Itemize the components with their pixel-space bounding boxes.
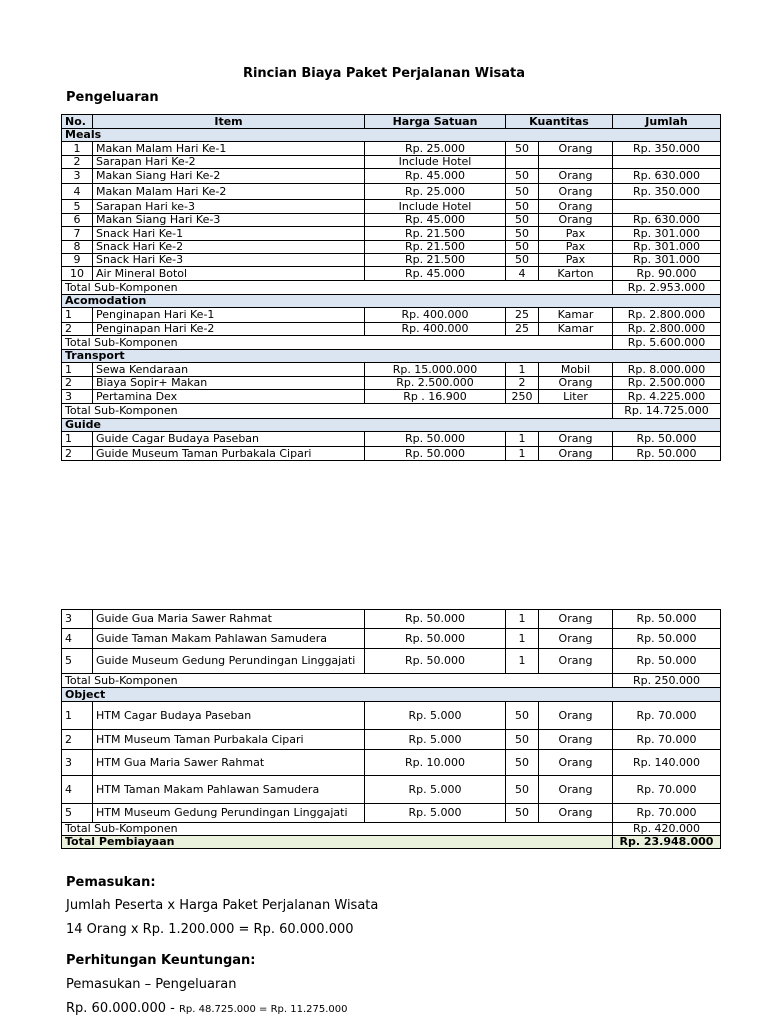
table-header-row (62, 115, 721, 129)
category-row (62, 129, 721, 142)
table-row (62, 629, 721, 649)
quantity: 50 (506, 227, 539, 241)
row-total: Rp. 140.000 (613, 750, 721, 776)
table-row (62, 142, 721, 156)
unit-price: Rp. 2.500.000 (365, 377, 506, 390)
quantity: 50 (506, 241, 539, 254)
subtotal-label: Total Sub-Komponen (62, 823, 613, 836)
table-row (62, 241, 721, 254)
row-total: Rp. 50.000 (613, 447, 721, 461)
subtotal-label: Total Sub-Komponen (62, 281, 613, 295)
item-name: Guide Gua Maria Sawer Rahmat (93, 610, 365, 629)
table-row (62, 200, 721, 214)
quantity: 1 (506, 432, 539, 447)
row-number: 1 (62, 308, 93, 323)
unit-price: Rp. 10.000 (365, 750, 506, 776)
row-number: 5 (62, 200, 93, 214)
row-total: Rp. 70.000 (613, 702, 721, 730)
subtotal-row (62, 674, 721, 688)
unit-price: Rp. 50.000 (365, 649, 506, 674)
keuntungan-calc-part1: Rp. 60.000.000 - (66, 1001, 179, 1016)
grand-total-row (62, 836, 721, 849)
quantity: 25 (506, 323, 539, 336)
row-total: Rp. 50.000 (613, 610, 721, 629)
row-number: 3 (62, 610, 93, 629)
item-name: HTM Gua Maria Sawer Rahmat (93, 750, 365, 776)
keuntungan-calculation (66, 1001, 348, 1016)
keuntungan-calc-part2: Rp. 48.725.000 = Rp. 11.275.000 (178, 1004, 348, 1015)
table-row (62, 432, 721, 447)
item-name: Guide Museum Gedung Perundingan Linggajati (93, 649, 365, 674)
item-name: Sewa Kendaraan (93, 363, 365, 377)
item-name: Snack Hari Ke-2 (93, 241, 365, 254)
row-number: 1 (62, 142, 93, 156)
item-name: Makan Malam Hari Ke-2 (93, 184, 365, 200)
row-total: Rp. 301.000 (613, 241, 721, 254)
unit-price: Rp. 21.500 (365, 227, 506, 241)
row-total: Rp. 2.500.000 (613, 377, 721, 390)
subtotal-row (62, 281, 721, 295)
row-total: Rp. 90.000 (613, 267, 721, 281)
quantity-unit: Orang (539, 750, 613, 776)
item-name: Makan Malam Hari Ke-1 (93, 142, 365, 156)
quantity-unit: Karton (539, 267, 613, 281)
quantity (506, 156, 539, 169)
quantity-unit: Orang (539, 649, 613, 674)
row-total: Rp. 630.000 (613, 169, 721, 184)
row-number: 6 (62, 214, 93, 227)
quantity: 1 (506, 363, 539, 377)
row-number: 2 (62, 323, 93, 336)
unit-price: Rp. 5.000 (365, 776, 506, 804)
header-harga-satuan: Harga Satuan (365, 115, 506, 129)
quantity-unit: Pax (539, 227, 613, 241)
quantity-unit: Orang (539, 702, 613, 730)
subtotal-row (62, 404, 721, 419)
unit-price: Rp. 50.000 (365, 432, 506, 447)
category-label: Transport (62, 350, 721, 363)
quantity: 50 (506, 804, 539, 823)
quantity: 50 (506, 750, 539, 776)
item-name: Guide Museum Taman Purbakala Cipari (93, 447, 365, 461)
table-row (62, 363, 721, 377)
table-row (62, 308, 721, 323)
table-row (62, 702, 721, 730)
quantity: 50 (506, 200, 539, 214)
subtotal-label: Total Sub-Komponen (62, 336, 613, 350)
table-row (62, 254, 721, 267)
item-name: Snack Hari Ke-3 (93, 254, 365, 267)
row-number: 9 (62, 254, 93, 267)
row-number: 1 (62, 432, 93, 447)
row-number: 4 (62, 776, 93, 804)
quantity: 1 (506, 447, 539, 461)
table-row (62, 776, 721, 804)
quantity-unit: Orang (539, 377, 613, 390)
table-row (62, 184, 721, 200)
item-name: HTM Museum Gedung Perundingan Linggajati (93, 804, 365, 823)
subtotal-value: Rp. 2.953.000 (613, 281, 721, 295)
keuntungan-formula: Pemasukan – Pengeluaran (66, 977, 237, 992)
item-name: Sarapan Hari Ke-2 (93, 156, 365, 169)
row-number: 3 (62, 390, 93, 404)
quantity: 4 (506, 267, 539, 281)
quantity-unit: Kamar (539, 308, 613, 323)
unit-price: Rp. 50.000 (365, 610, 506, 629)
item-name: Guide Cagar Budaya Paseban (93, 432, 365, 447)
row-number: 7 (62, 227, 93, 241)
row-total: Rp. 350.000 (613, 142, 721, 156)
quantity-unit: Kamar (539, 323, 613, 336)
row-number: 1 (62, 702, 93, 730)
unit-price: Rp. 21.500 (365, 241, 506, 254)
quantity-unit: Orang (539, 610, 613, 629)
table-row (62, 169, 721, 184)
row-total: Rp. 70.000 (613, 776, 721, 804)
unit-price: Rp. 15.000.000 (365, 363, 506, 377)
table-row (62, 377, 721, 390)
quantity: 1 (506, 629, 539, 649)
unit-price: Rp. 45.000 (365, 214, 506, 227)
quantity-unit: Orang (539, 447, 613, 461)
quantity-unit: Orang (539, 184, 613, 200)
row-total: Rp. 50.000 (613, 629, 721, 649)
header-jumlah: Jumlah (613, 115, 721, 129)
category-row (62, 688, 721, 702)
subtotal-label: Total Sub-Komponen (62, 404, 613, 419)
category-label: Guide (62, 419, 721, 432)
header-kuantitas: Kuantitas (506, 115, 613, 129)
row-total: Rp. 70.000 (613, 804, 721, 823)
quantity-unit: Pax (539, 254, 613, 267)
keuntungan-heading: Perhitungan Keuntungan: (66, 953, 256, 968)
unit-price: Rp. 400.000 (365, 308, 506, 323)
row-total: Rp. 2.800.000 (613, 323, 721, 336)
row-total: Rp. 301.000 (613, 254, 721, 267)
subtotal-row (62, 336, 721, 350)
item-name: Guide Taman Makam Pahlawan Samudera (93, 629, 365, 649)
unit-price: Rp. 45.000 (365, 169, 506, 184)
row-number: 2 (62, 156, 93, 169)
quantity: 1 (506, 610, 539, 629)
quantity: 50 (506, 169, 539, 184)
quantity-unit: Orang (539, 629, 613, 649)
unit-price: Include Hotel (365, 200, 506, 214)
quantity: 2 (506, 377, 539, 390)
quantity-unit: Orang (539, 142, 613, 156)
quantity: 50 (506, 730, 539, 750)
row-total: Rp. 50.000 (613, 649, 721, 674)
item-name: Air Mineral Botol (93, 267, 365, 281)
document-title: Rincian Biaya Paket Perjalanan Wisata (242, 66, 526, 81)
row-total: Rp. 2.800.000 (613, 308, 721, 323)
quantity-unit: Orang (539, 214, 613, 227)
pemasukan-calculation: 14 Orang x Rp. 1.200.000 = Rp. 60.000.000 (66, 922, 354, 937)
unit-price: Rp. 21.500 (365, 254, 506, 267)
row-number: 3 (62, 750, 93, 776)
row-total (613, 200, 721, 214)
row-number: 4 (62, 184, 93, 200)
quantity: 25 (506, 308, 539, 323)
header-no: No. (62, 115, 93, 129)
expense-table-page2 (61, 609, 721, 849)
expense-table-page1 (61, 114, 721, 461)
header-item: Item (93, 115, 365, 129)
quantity-unit: Liter (539, 390, 613, 404)
table-row (62, 649, 721, 674)
quantity: 50 (506, 184, 539, 200)
category-label: Meals (62, 129, 721, 142)
item-name: HTM Taman Makam Pahlawan Samudera (93, 776, 365, 804)
quantity: 1 (506, 649, 539, 674)
pemasukan-heading: Pemasukan: (66, 875, 156, 890)
item-name: HTM Cagar Budaya Paseban (93, 702, 365, 730)
row-total (613, 156, 721, 169)
unit-price: Rp. 50.000 (365, 447, 506, 461)
quantity: 50 (506, 214, 539, 227)
unit-price: Rp. 45.000 (365, 267, 506, 281)
category-label: Object (62, 688, 721, 702)
table-row (62, 610, 721, 629)
row-number: 1 (62, 363, 93, 377)
row-total: Rp. 50.000 (613, 432, 721, 447)
category-row (62, 295, 721, 308)
quantity: 50 (506, 776, 539, 804)
row-total: Rp. 4.225.000 (613, 390, 721, 404)
item-name: Sarapan Hari ke-3 (93, 200, 365, 214)
row-total: Rp. 630.000 (613, 214, 721, 227)
row-number: 2 (62, 447, 93, 461)
unit-price: Rp. 25.000 (365, 142, 506, 156)
quantity-unit: Orang (539, 200, 613, 214)
unit-price: Rp. 50.000 (365, 629, 506, 649)
subtotal-row (62, 823, 721, 836)
table-row (62, 447, 721, 461)
subtotal-value: Rp. 420.000 (613, 823, 721, 836)
row-number: 3 (62, 169, 93, 184)
quantity-unit (539, 156, 613, 169)
item-name: Pertamina Dex (93, 390, 365, 404)
category-row (62, 419, 721, 432)
unit-price: Rp. 400.000 (365, 323, 506, 336)
row-number: 2 (62, 730, 93, 750)
quantity-unit: Orang (539, 730, 613, 750)
row-number: 8 (62, 241, 93, 254)
unit-price: Rp. 5.000 (365, 804, 506, 823)
quantity-unit: Mobil (539, 363, 613, 377)
table-row (62, 323, 721, 336)
row-total: Rp. 8.000.000 (613, 363, 721, 377)
unit-price: Include Hotel (365, 156, 506, 169)
subtotal-label: Total Sub-Komponen (62, 674, 613, 688)
table-row (62, 227, 721, 241)
item-name: Penginapan Hari Ke-2 (93, 323, 365, 336)
category-row (62, 350, 721, 363)
table-row (62, 804, 721, 823)
table-row (62, 390, 721, 404)
item-name: Snack Hari Ke-1 (93, 227, 365, 241)
table-row (62, 750, 721, 776)
row-number: 2 (62, 377, 93, 390)
quantity-unit: Orang (539, 776, 613, 804)
table-row (62, 156, 721, 169)
subtotal-value: Rp. 5.600.000 (613, 336, 721, 350)
table-row (62, 267, 721, 281)
table-row (62, 730, 721, 750)
quantity: 50 (506, 142, 539, 156)
quantity-unit: Orang (539, 169, 613, 184)
item-name: HTM Museum Taman Purbakala Cipari (93, 730, 365, 750)
row-number: 5 (62, 804, 93, 823)
item-name: Makan Siang Hari Ke-2 (93, 169, 365, 184)
table-row (62, 214, 721, 227)
grand-total-value: Rp. 23.948.000 (613, 836, 721, 849)
pengeluaran-heading: Pengeluaran (66, 90, 159, 105)
item-name: Penginapan Hari Ke-1 (93, 308, 365, 323)
category-label: Acomodation (62, 295, 721, 308)
quantity-unit: Orang (539, 804, 613, 823)
row-total: Rp. 70.000 (613, 730, 721, 750)
grand-total-label: Total Pembiayaan (62, 836, 613, 849)
quantity-unit: Pax (539, 241, 613, 254)
quantity: 50 (506, 702, 539, 730)
unit-price: Rp. 25.000 (365, 184, 506, 200)
quantity: 250 (506, 390, 539, 404)
unit-price: Rp . 16.900 (365, 390, 506, 404)
row-number: 4 (62, 629, 93, 649)
row-number: 5 (62, 649, 93, 674)
item-name: Makan Siang Hari Ke-3 (93, 214, 365, 227)
subtotal-value: Rp. 14.725.000 (613, 404, 721, 419)
row-total: Rp. 301.000 (613, 227, 721, 241)
quantity: 50 (506, 254, 539, 267)
row-number: 10 (62, 267, 93, 281)
unit-price: Rp. 5.000 (365, 730, 506, 750)
unit-price: Rp. 5.000 (365, 702, 506, 730)
item-name: Biaya Sopir+ Makan (93, 377, 365, 390)
pemasukan-formula: Jumlah Peserta x Harga Paket Perjalanan Wisata (66, 898, 379, 913)
subtotal-value: Rp. 250.000 (613, 674, 721, 688)
quantity-unit: Orang (539, 432, 613, 447)
row-total: Rp. 350.000 (613, 184, 721, 200)
